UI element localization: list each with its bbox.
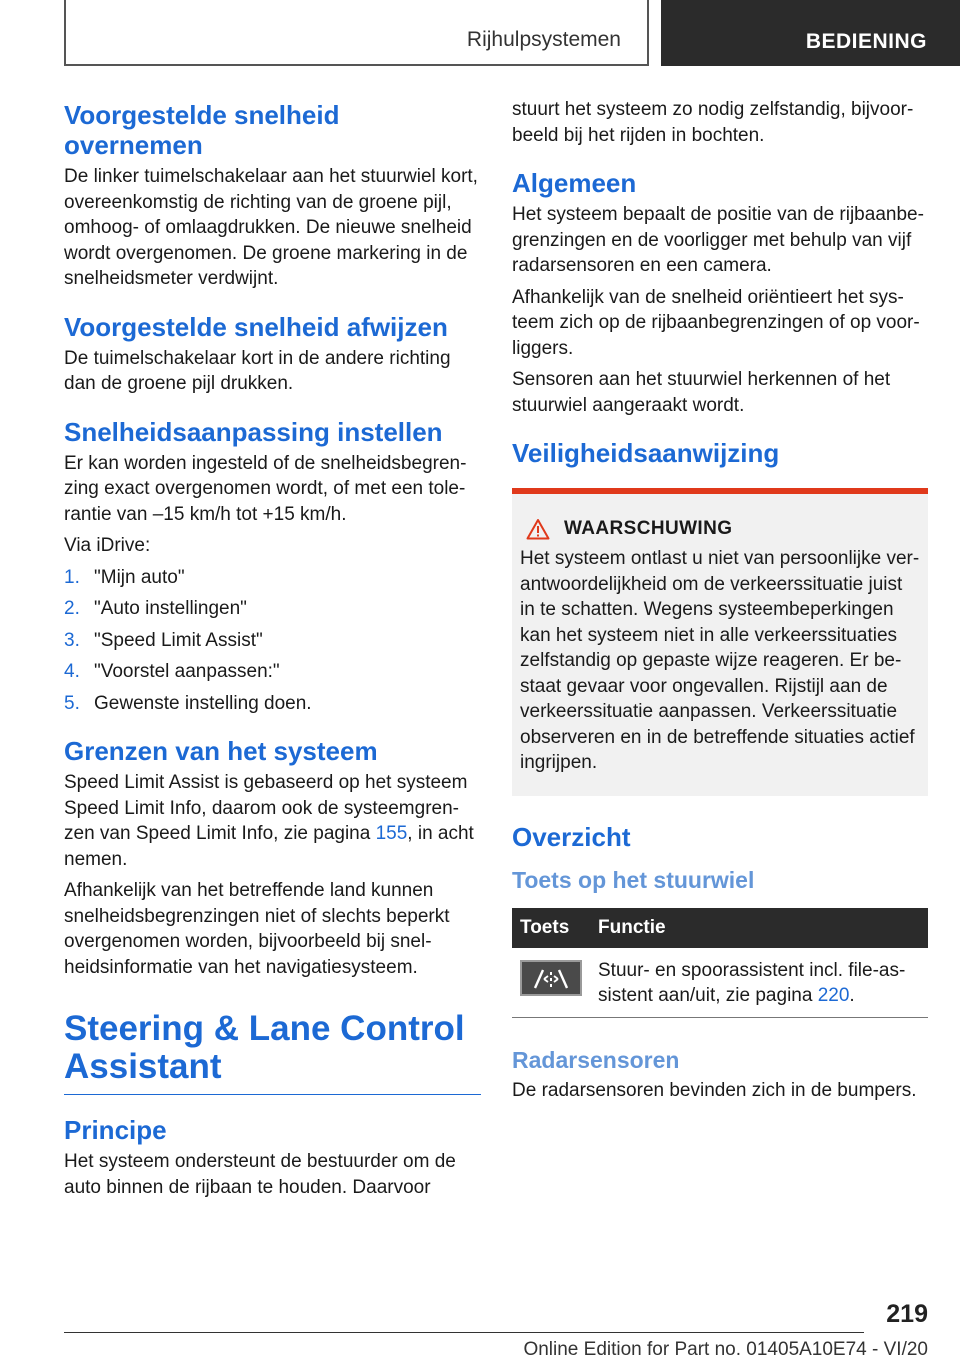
- table-header-row: [512, 908, 928, 948]
- lane-assist-glyph-icon: [531, 966, 571, 990]
- chapter-heading-steering-lane: Steering & Lane Control Assistant: [64, 1010, 481, 1095]
- step-text: "Auto instellingen": [94, 598, 247, 619]
- footer-edition: Online Edition for Part no. 01405A10E74 - VI/20: [523, 1339, 928, 1360]
- paragraph-system-limits: [64, 770, 481, 872]
- warning-label: WAARSCHUWING: [564, 518, 733, 539]
- right-column: [512, 97, 928, 1109]
- step-text: "Mijn auto": [94, 566, 185, 588]
- paragraph-speed-adjustment: Er kan worden ingesteld of de snelheidsbegrenzing exact overgenomen wordt, of met een tolerantie van –15 km/h tot +15 km/h.: [64, 452, 467, 525]
- heading-speed-adjustment: Snelheidsaanpassing instellen: [64, 416, 443, 447]
- heading-safety-notice: Veiligheidsaanwijzing: [512, 438, 780, 468]
- left-column: [64, 100, 481, 1206]
- chapter-tab: [661, 0, 960, 66]
- table-cell-function: [590, 948, 928, 1018]
- paragraph-general-3: Sensoren aan het stuurwiel herkennen of het stuurwiel aangeraakt wordt.: [512, 369, 891, 416]
- list-item: [64, 691, 481, 717]
- footer-divider: [64, 1332, 864, 1333]
- table-cell-icon: [512, 948, 590, 1018]
- list-item: [64, 659, 481, 685]
- header-section-box: [64, 0, 649, 66]
- list-item: [64, 565, 481, 591]
- paragraph-radar-sensors: De radarsensoren bevinden zich in de bumpers.: [512, 1079, 917, 1101]
- idrive-steps-list: [64, 565, 481, 717]
- step-text: "Voorstel aanpassen:": [94, 661, 280, 682]
- list-item: [64, 628, 481, 654]
- paragraph-principle: Het systeem ondersteunt de bestuurder om de auto binnen de rijbaan te houden. Daarvoor: [64, 1151, 456, 1198]
- lane-assist-icon: [520, 960, 582, 996]
- heading-principle: Principe: [64, 1115, 167, 1145]
- subheading-radar-sensors: Radarsensoren: [512, 1046, 680, 1073]
- chapter-title: BEDIENING: [805, 30, 927, 53]
- step-text: "Speed Limit Assist": [94, 629, 263, 651]
- step-text: Gewenste instelling doen.: [94, 692, 312, 714]
- heading-general: Algemeen: [512, 168, 637, 198]
- text-span: Stuur- en spoorassistent incl. file-assistent aan/uit, zie pagina: [598, 959, 906, 1006]
- heading-overview: Overzicht: [512, 821, 631, 852]
- paragraph-general-2: Afhankelijk van de snelheid oriëntieert het systeem zich op de rijbaanbegrenzingen of op voorliggers.: [512, 286, 920, 359]
- heading-accept-speed: Voorgestelde snelheid overnemen: [64, 100, 340, 160]
- table-row: [512, 948, 928, 1018]
- heading-reject-speed: Voorgestelde snelheid afwijzen: [64, 311, 448, 342]
- subheading-steering-wheel-button: Toets op het stuurwiel: [512, 866, 755, 893]
- step-number: 5.: [64, 692, 80, 714]
- paragraph-reject-speed: De tuimelschakelaar kort in de andere richting dan de groene pijl drukken.: [64, 347, 451, 394]
- paragraph-country-limits: Afhankelijk van het betreffende land kunnen snelheidsbegrenzingen niet of slechts beperkt overgenomen worden, bijvoorbeeld bij snelheidsinformatie van het navigatiesysteem.: [64, 880, 450, 978]
- button-function-table: [512, 908, 928, 1018]
- text-span: .: [849, 985, 855, 1006]
- column-header-function: Functie: [590, 908, 928, 948]
- step-number: 2.: [64, 598, 80, 619]
- step-number: 4.: [64, 661, 80, 682]
- list-item: [64, 596, 481, 622]
- paragraph-general-1: Het systeem bepaalt de positie van de rijbaanbegrenzingen en de voorligger met behulp van vijf radarsensoren en een camera.: [512, 204, 924, 276]
- paragraph-continuation: stuurt het systeem zo nodig zelfstandig, bijvoorbeeld bij het rijden in bochten.: [512, 99, 914, 146]
- warning-triangle-icon: [526, 518, 550, 540]
- section-title: Rijhulpsystemen: [466, 28, 621, 51]
- warning-box: [512, 488, 928, 796]
- step-number: 1.: [64, 566, 80, 588]
- page-number: 219: [886, 1300, 928, 1328]
- column-header-button: Toets: [512, 908, 590, 948]
- page-link-155[interactable]: 155: [375, 823, 408, 844]
- heading-system-limits: Grenzen van het systeem: [64, 736, 378, 766]
- step-number: 3.: [64, 629, 80, 651]
- text-span: , in acht nemen.: [64, 823, 474, 870]
- text-span: Speed Limit Assist is gebaseerd op het systeem Speed Limit Info, daarom ook de systeemgrenzen van Speed Limit Info, zie pagina: [64, 772, 468, 844]
- paragraph-accept-speed: De linker tuimelschakelaar aan het stuurwiel kort, overeenkomstig de richting van de groene pijl, omhoog- of omlaagdrukken. De nieuwe snelheid wordt overgenomen. De groene markering in de snelheidsmeter verdwijnt.: [64, 166, 478, 289]
- paragraph-via-idrive: Via iDrive:: [64, 535, 151, 556]
- page-link-220[interactable]: 220: [817, 985, 850, 1006]
- warning-text: Het systeem ontlast u niet van persoonlijke verantwoordelijkheid om de verkeerssituatie juist in te schatten. Wegens systeembeperkingen kan het systeem niet in alle verkeerssituaties zelfstandig op gepaste wijze reageren. Er bestaat gevaar voor ongevallen. Rijstijl aan de verkeerssituatie aanpassen. Verkeerssituatie observeren en in de betreffende situaties actief ingrijpen.: [520, 548, 920, 773]
- warning-title: [520, 518, 920, 540]
